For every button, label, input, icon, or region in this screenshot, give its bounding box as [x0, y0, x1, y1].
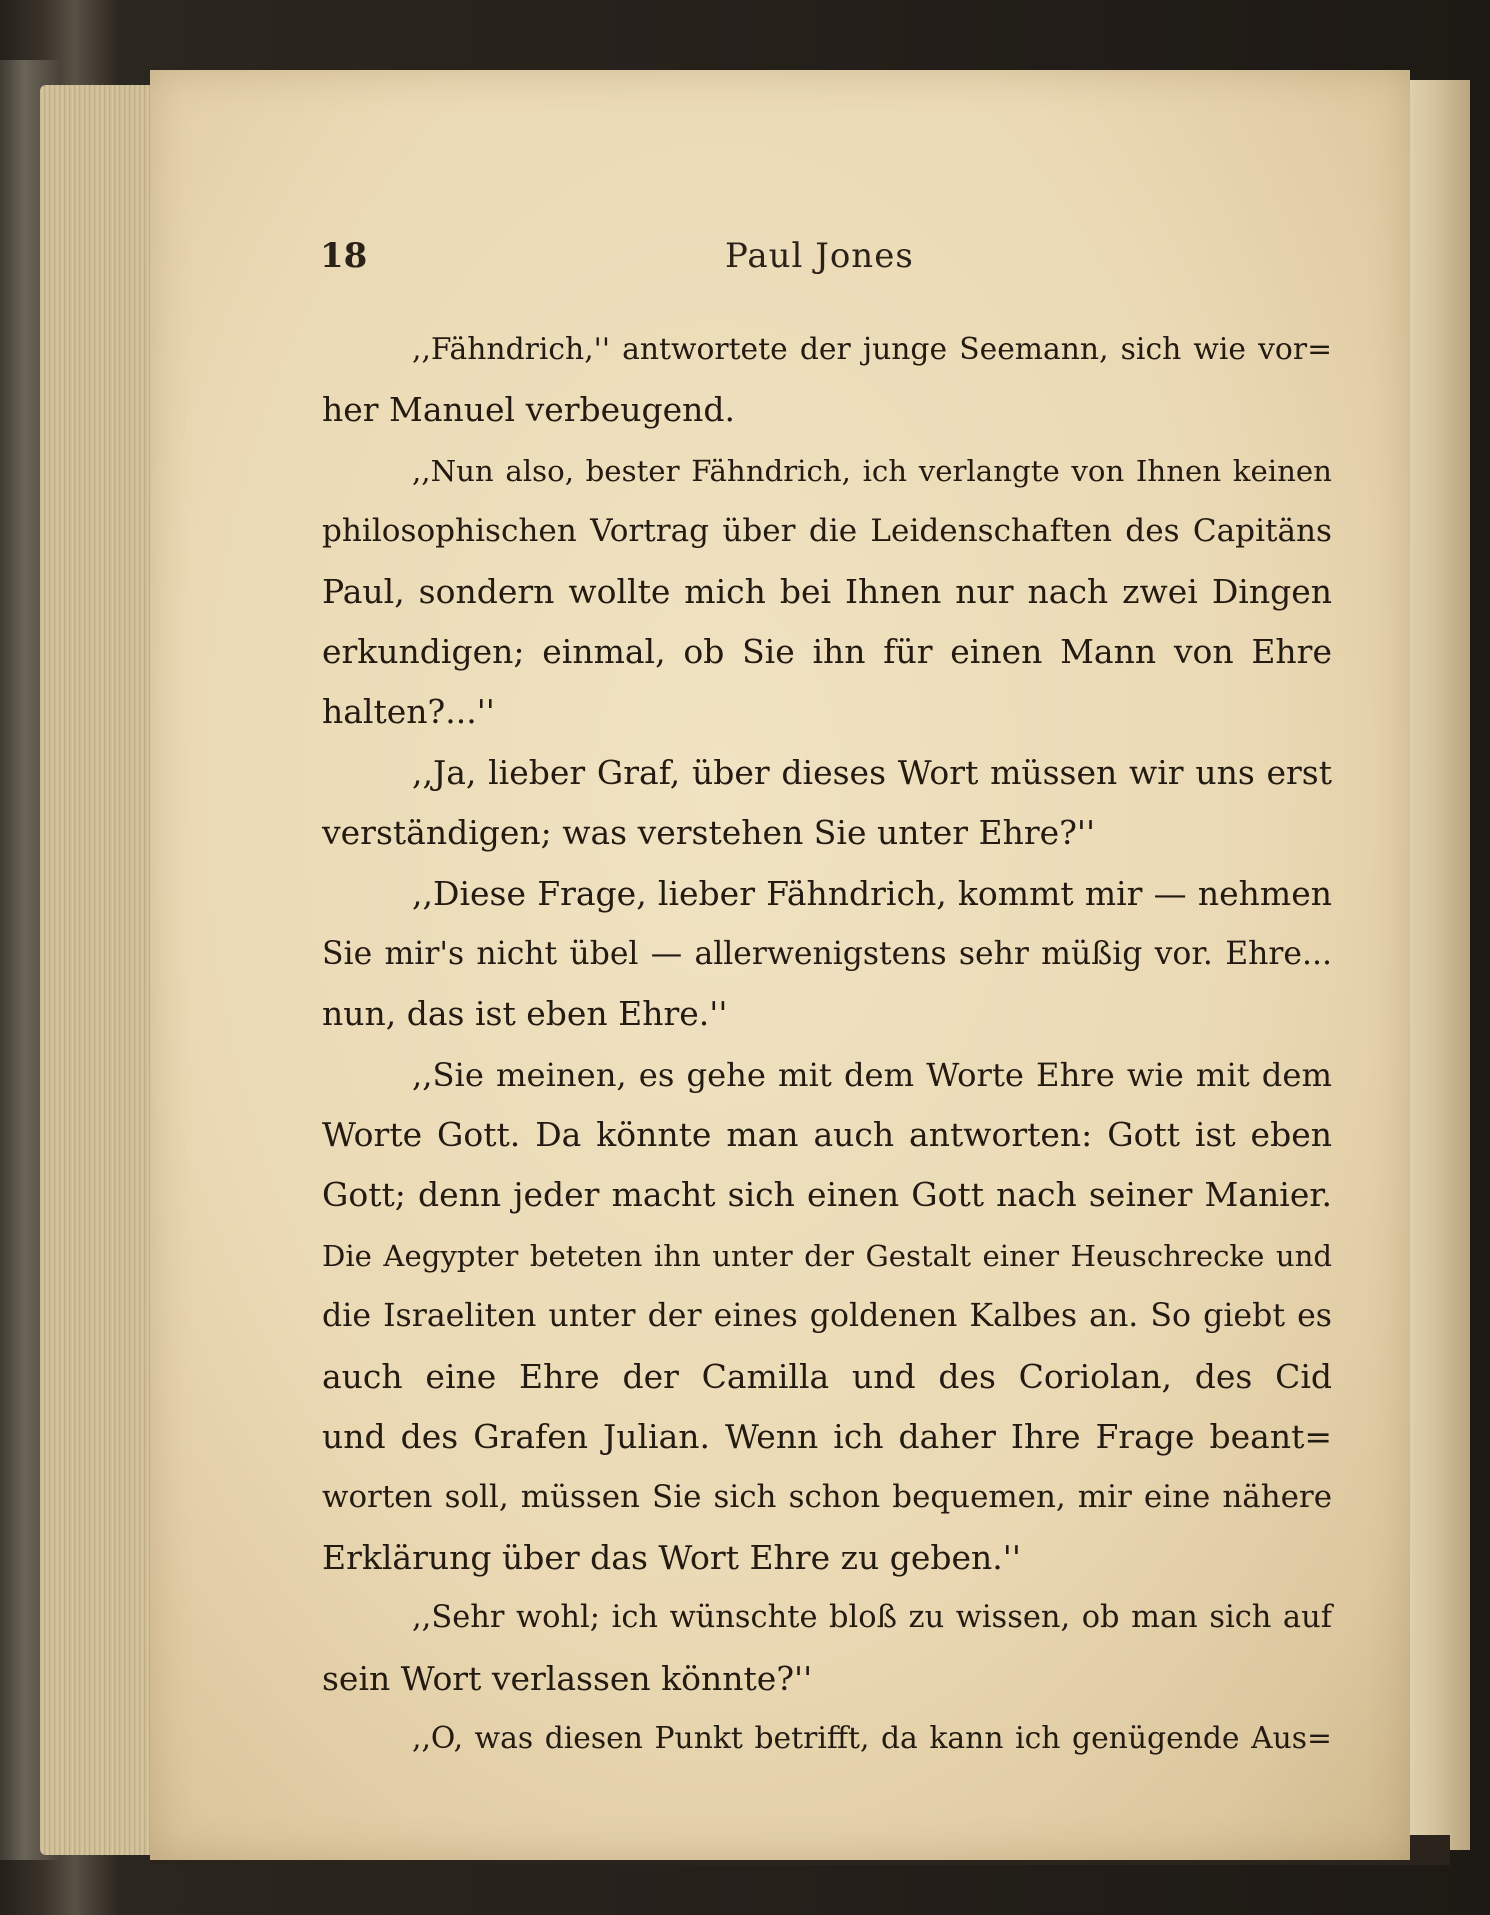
text-line: ,,Diese Frage, lieber Fähndrich, kommt mir — nehmen — [412, 873, 1332, 913]
text-line: Die Aegypter beteten ihn unter der Gestalt einer Heuschrecke und — [322, 1238, 1332, 1273]
text-line: ,,Sie meinen, es gehe mit dem Worte Ehre wie mit dem — [412, 1055, 1332, 1094]
text-line: die Israeliten unter der eines goldenen Kalbes an. So giebt es — [322, 1298, 1332, 1335]
text-line: philosophischen Vortrag über die Leidenschaften des Capitäns — [322, 513, 1332, 550]
text-line: her Manuel verbeugend. — [322, 390, 735, 430]
text-line: ,,Fähndrich,'' antwortete der junge Seemann, sich wie vor= — [412, 332, 1332, 367]
page-stack-left — [40, 85, 160, 1855]
text-line: sein Wort verlassen könnte?'' — [322, 1658, 813, 1698]
text-line: verständigen; was verstehen Sie unter Ehre?'' — [322, 813, 1096, 853]
text-line: worten soll, müssen Sie sich schon bequemen, mir eine nähere — [322, 1479, 1332, 1516]
text-line: und des Grafen Julian. Wenn ich daher Ihre Frage beant= — [322, 1417, 1332, 1457]
text-line: erkundigen; einmal, ob Sie ihn für einen Mann von Ehre — [322, 631, 1332, 671]
text-line: Worte Gott. Da könnte man auch antworten: Gott ist eben — [322, 1115, 1332, 1155]
text-line: Erklärung über das Wort Ehre zu geben.'' — [322, 1537, 1021, 1577]
text-line: Sie mir's nicht übel — allerwenigstens sehr müßig vor. Ehre... — [322, 935, 1332, 972]
text-line: ,,Sehr wohl; ich wünschte bloß zu wissen, ob man sich auf — [412, 1600, 1332, 1636]
text-line: auch eine Ehre der Camilla und des Coriolan, des Cid — [322, 1356, 1332, 1396]
text-line: ,,Ja, lieber Graf, über dieses Wort müssen wir uns erst — [412, 752, 1332, 792]
text-line: ,,Nun also, bester Fähndrich, ich verlangte von Ihnen keinen — [412, 453, 1332, 488]
text-line: nun, das ist eben Ehre.'' — [322, 994, 728, 1034]
body-text — [322, 320, 1332, 1769]
text-line: ,,O, was diesen Punkt betrifft, da kann ich genügende Aus= — [412, 1720, 1332, 1756]
text-line: Gott; denn jeder macht sich einen Gott nach seiner Manier. — [322, 1175, 1332, 1215]
page-header — [320, 230, 1330, 290]
page-number: 18 — [320, 236, 368, 276]
page-stack-right — [1400, 80, 1470, 1850]
text-line: Paul, sondern wollte mich bei Ihnen nur nach zwei Dingen — [322, 571, 1332, 611]
running-title: Paul Jones — [725, 236, 914, 276]
text-line: halten?...'' — [322, 692, 495, 732]
